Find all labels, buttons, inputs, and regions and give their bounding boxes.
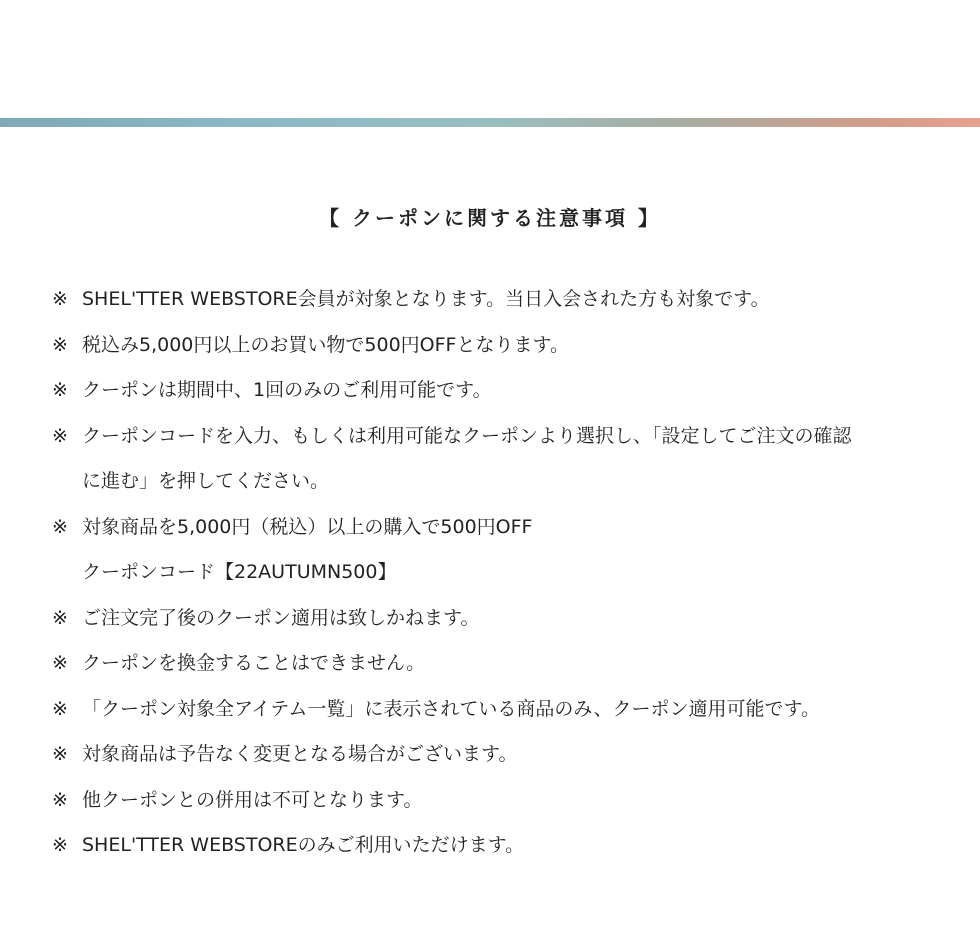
note-item — [52, 414, 952, 505]
note-item — [52, 823, 952, 869]
note-item — [52, 732, 952, 778]
note-text: 他クーポンとの併用は不可となります。 — [82, 788, 423, 811]
note-item — [52, 778, 952, 824]
note-mark: ※ — [52, 652, 68, 674]
note-mark: ※ — [52, 834, 68, 856]
note-text: SHEL'TTER WEBSTOREのみご利用いただけます。 — [82, 834, 525, 856]
note-text: ご注文完了後のクーポン適用は致しかねます。 — [82, 606, 480, 629]
note-text: 「クーポン対象全アイテム一覧」に表示されている商品のみ、クーポン適用可能です。 — [82, 697, 820, 720]
note-mark: ※ — [52, 288, 68, 310]
note-mark: ※ — [52, 379, 68, 401]
note-text: 税込み5,000円以上のお買い物で500円OFFとなります。 — [82, 333, 569, 356]
note-mark: ※ — [52, 424, 68, 447]
note-item — [52, 687, 952, 733]
note-text: SHEL'TTER WEBSTORE会員が対象となります。当日入会された方も対象です。 — [82, 288, 770, 310]
note-mark: ※ — [52, 743, 68, 765]
note-text: 対象商品は予告なく変更となる場合がございます。 — [82, 743, 518, 765]
note-item — [52, 596, 952, 642]
note-mark: ※ — [52, 606, 68, 629]
note-mark: ※ — [52, 697, 68, 720]
note-item — [52, 641, 952, 687]
note-text: クーポンを換金することはできません。 — [82, 652, 426, 674]
note-item-coupon-code — [52, 505, 952, 596]
note-mark: ※ — [52, 515, 68, 538]
note-mark: ※ — [52, 788, 68, 811]
note-item — [52, 323, 952, 369]
note-text: クーポンは期間中、1回のみのご利用可能です。 — [82, 379, 492, 401]
note-text: 対象商品を5,000円（税込）以上の購入で500円OFF クーポンコード【22AUTUMN500】 — [82, 515, 533, 583]
note-mark: ※ — [52, 333, 68, 356]
notes-list — [52, 277, 952, 869]
note-item — [52, 368, 952, 414]
gradient-divider — [0, 118, 980, 127]
section-title: 【 クーポンに関する注意事項 】 — [319, 206, 661, 230]
note-item — [52, 277, 952, 323]
note-text: クーポンコードを入力、もしくは利用可能なクーポンより選択し、「設定してご注文の確認 に進む」を押してください。 — [82, 424, 852, 492]
